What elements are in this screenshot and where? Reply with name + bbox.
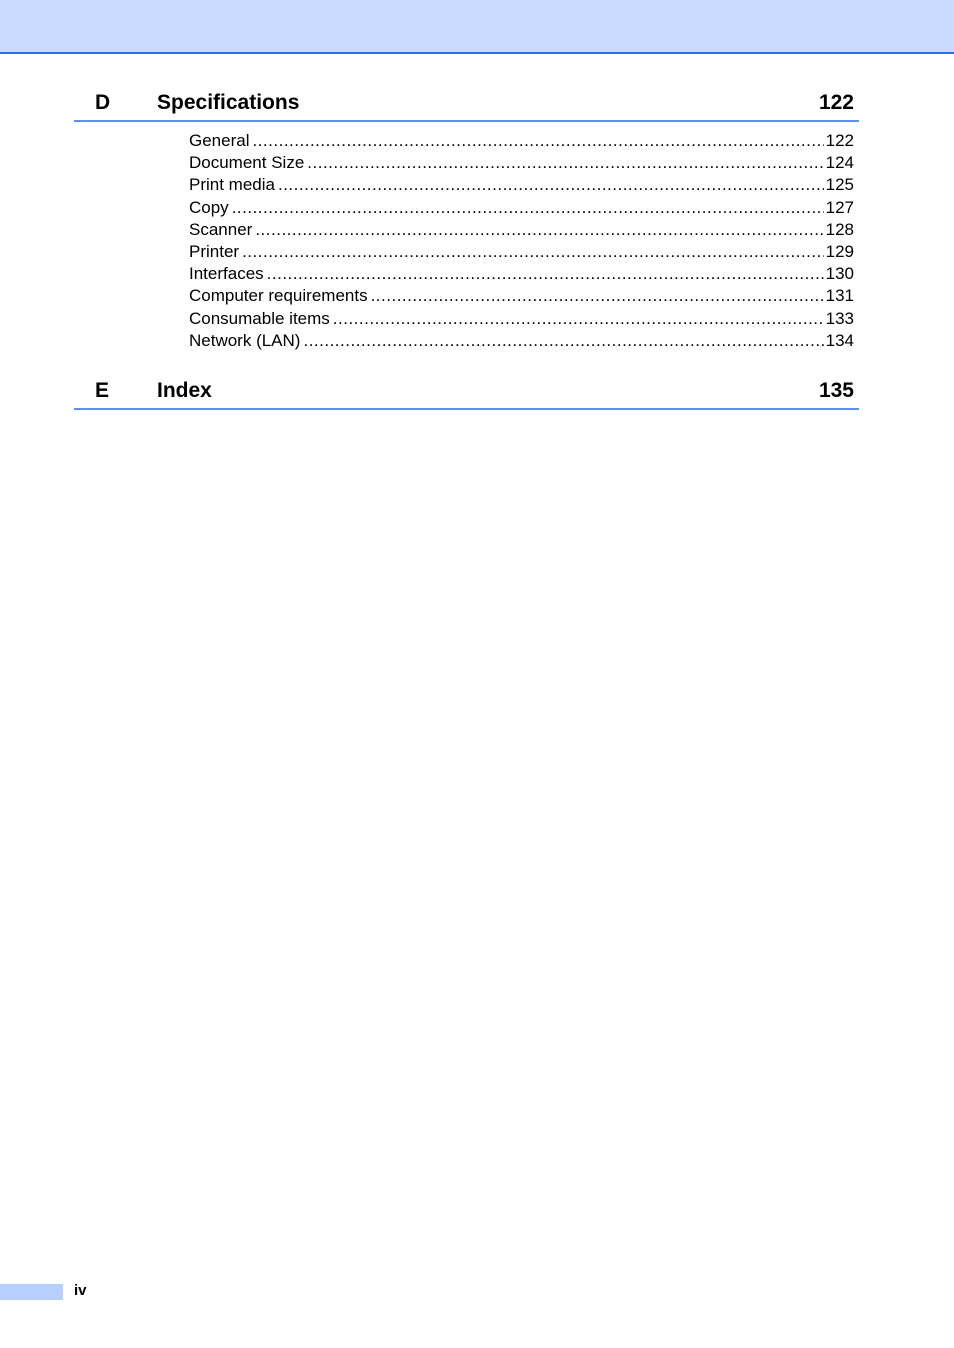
toc-entry-consumable-items[interactable] bbox=[189, 308, 854, 330]
section-page-number: 122 bbox=[818, 91, 854, 114]
toc-entry-page: 128 bbox=[825, 219, 854, 239]
toc-entry-copy[interactable] bbox=[189, 197, 854, 219]
toc-entry-network-lan[interactable] bbox=[189, 330, 854, 352]
toc-section-heading-index[interactable] bbox=[74, 374, 859, 410]
section-letter: E bbox=[95, 379, 110, 402]
dot-leader bbox=[333, 308, 824, 330]
toc-entry-document-size[interactable] bbox=[189, 152, 854, 174]
toc-entry-general[interactable] bbox=[189, 130, 854, 152]
toc-entry-page: 122 bbox=[825, 131, 854, 150]
header-band bbox=[0, 0, 954, 54]
toc-entry-page: 131 bbox=[825, 286, 854, 306]
toc-entry-label: Network (LAN) bbox=[189, 330, 301, 350]
toc-entry-page: 125 bbox=[825, 175, 854, 195]
dot-leader bbox=[267, 263, 824, 285]
toc-entry-scanner[interactable] bbox=[189, 219, 854, 241]
toc-entry-interfaces[interactable] bbox=[189, 263, 854, 285]
toc-entry-printer[interactable] bbox=[189, 241, 854, 263]
toc-entry-label: Consumable items bbox=[189, 308, 330, 328]
toc-entry-label: Copy bbox=[189, 197, 229, 217]
section-page-number: 135 bbox=[818, 379, 854, 402]
toc-entry-computer-requirements[interactable] bbox=[189, 285, 854, 307]
dot-leader bbox=[255, 219, 823, 241]
dot-leader bbox=[371, 285, 824, 307]
toc-entry-page: 129 bbox=[825, 241, 854, 261]
toc-entry-page: 133 bbox=[825, 308, 854, 328]
toc-entry-page: 127 bbox=[825, 197, 854, 217]
footer-band bbox=[0, 1284, 63, 1300]
section-title: Index bbox=[157, 379, 212, 402]
toc-section-heading-specifications[interactable] bbox=[74, 86, 859, 122]
dot-leader bbox=[278, 174, 824, 196]
toc-entry-page: 124 bbox=[825, 153, 854, 173]
dot-leader bbox=[303, 330, 823, 352]
toc-entry-page: 130 bbox=[825, 264, 854, 284]
toc-entry-label: Scanner bbox=[189, 219, 253, 239]
toc-entry-label: Printer bbox=[189, 241, 240, 261]
section-title: Specifications bbox=[157, 91, 300, 114]
dot-leader bbox=[242, 241, 824, 263]
footer-page-number: iv bbox=[74, 1282, 87, 1299]
toc-entry-list bbox=[189, 130, 854, 352]
dot-leader bbox=[232, 197, 824, 219]
toc-entry-page: 134 bbox=[825, 330, 854, 350]
dot-leader bbox=[307, 152, 823, 174]
toc-entry-label: Computer requirements bbox=[189, 286, 368, 306]
toc-entry-label: General bbox=[189, 131, 250, 150]
toc-entry-print-media[interactable] bbox=[189, 174, 854, 196]
toc-entry-label: Interfaces bbox=[189, 264, 264, 284]
section-letter: D bbox=[95, 91, 111, 114]
toc-entry-label: Document Size bbox=[189, 153, 305, 173]
toc-entry-label: Print media bbox=[189, 175, 275, 195]
dot-leader bbox=[252, 130, 823, 152]
